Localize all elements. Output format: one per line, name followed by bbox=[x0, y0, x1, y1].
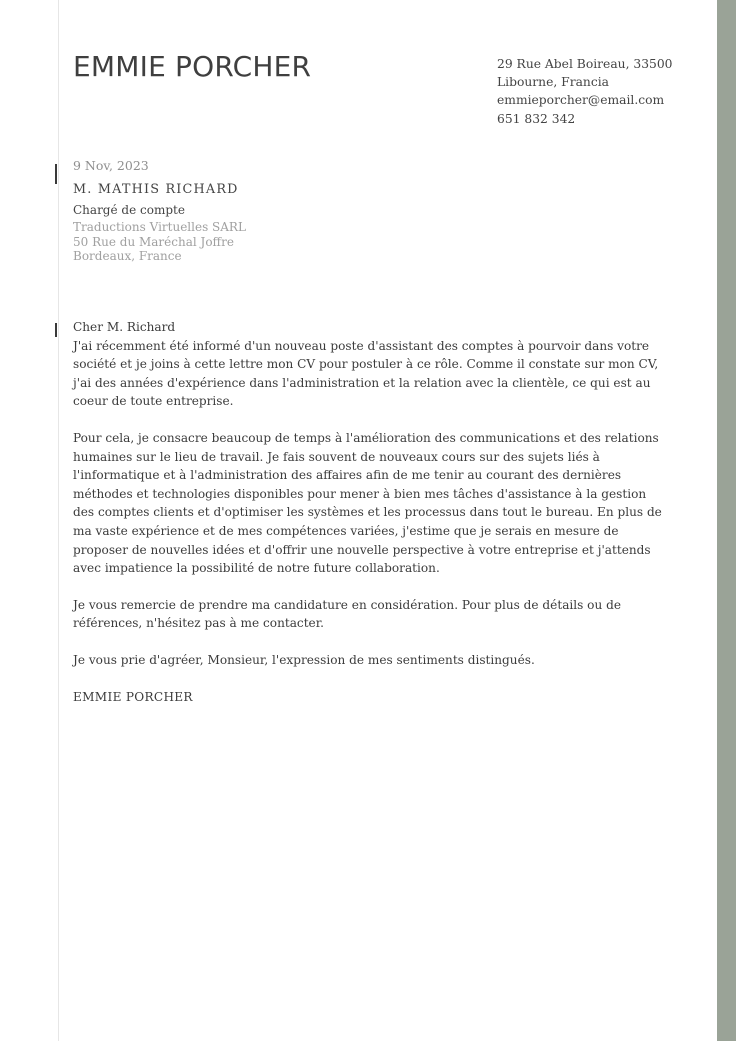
sender-phone: 651 832 342 bbox=[497, 111, 576, 126]
paragraph-2: Pour cela, je consacre beaucoup de temps à l'amélioration des communications et des relations humaines sur le lieu de travail. Je fais souvent de nouveaux cours sur des sujets liés à l'informatique et à l'administration des affaires afin de me tenir au courant des dernières méthodes et technologies disponibles pour mener à bien mes tâches d'assistance à la gestion des comptes clients et d'optimiser les systèmes et les processus dans tout le bureau. En plus de ma vaste expérience et de mes compétences variées, j'estime que je serais en mesure de proposer de nouvelles idées et d'offrir une nouvelle perspective à votre entreprise et j'attends avec impatience la possibilité de notre future collaboration. bbox=[73, 430, 662, 576]
sender-contact-block bbox=[497, 55, 697, 128]
body-marker bbox=[55, 323, 57, 337]
accent-side-band bbox=[717, 0, 736, 1041]
recipient-street: 50 Rue du Maréchal Joffre bbox=[73, 234, 234, 249]
letter-body bbox=[73, 318, 663, 706]
salutation: Cher M. Richard bbox=[73, 320, 176, 334]
closing-line: Je vous prie d'agréer, Monsieur, l'expression de mes sentiments distingués. bbox=[73, 652, 535, 667]
letter-date: 9 Nov, 2023 bbox=[73, 158, 149, 173]
sender-address-line-1: 29 Rue Abel Boireau, 33500 bbox=[497, 57, 673, 71]
recipient-name: M. MATHIS RICHARD bbox=[73, 182, 239, 197]
sender-name-heading: EMMIE PORCHER bbox=[73, 50, 312, 83]
signature-name: EMMIE PORCHER bbox=[73, 689, 193, 704]
date-marker bbox=[55, 164, 57, 184]
recipient-title: Chargé de compte bbox=[73, 203, 185, 217]
sender-address-line-2: Libourne, Francia bbox=[497, 75, 609, 90]
paragraph-1: J'ai récemment été informé d'un nouveau poste d'assistant des comptes à pourvoir dans votre société et je joins à cette lettre mon CV pour postuler à ce rôle. Comme il constate sur mon CV, j'ai des années d'expérience dans l'administration et la relation avec la clientèle, ce qui est au coeur de toute entreprise. bbox=[73, 338, 659, 409]
recipient-city: Bordeaux, France bbox=[73, 249, 182, 263]
recipient-company: Traductions Virtuelles SARL bbox=[73, 220, 246, 234]
left-margin-rule bbox=[58, 0, 59, 1041]
sender-email: emmieporcher@email.com bbox=[497, 93, 665, 108]
recipient-block bbox=[73, 182, 393, 264]
paragraph-3: Je vous remercie de prendre ma candidature en considération. Pour plus de détails ou de références, n'hésitez pas à me contacter. bbox=[73, 597, 621, 631]
